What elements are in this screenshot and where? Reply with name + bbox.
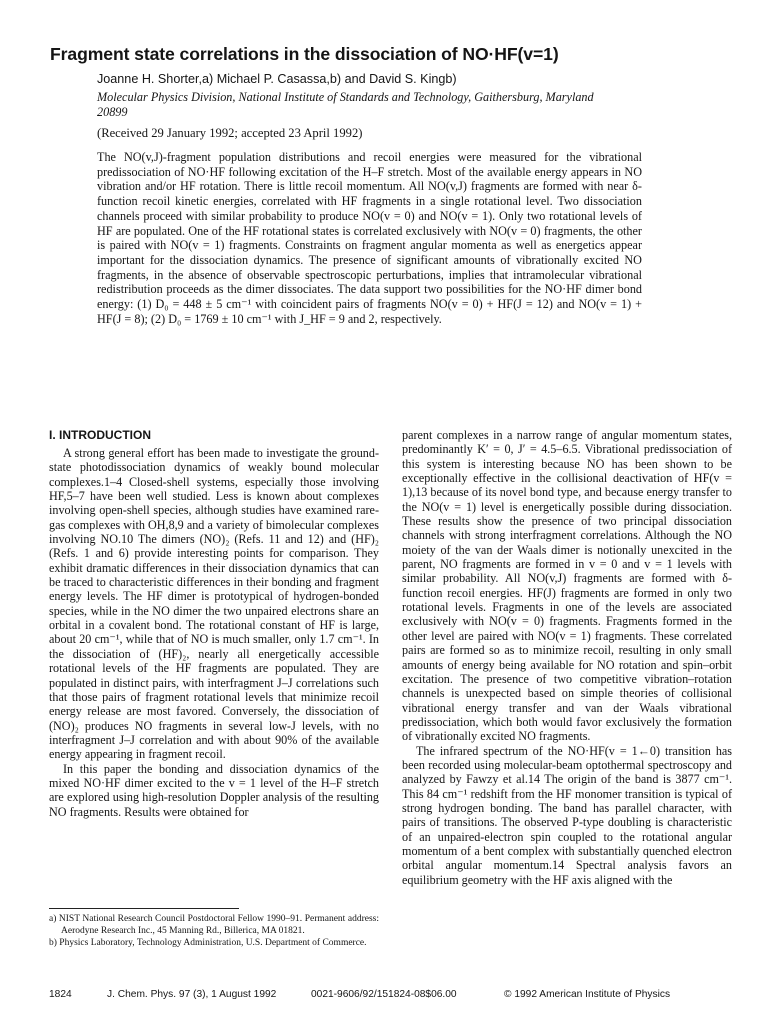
body-paragraph: A strong general effort has been made to investigate the ground-state photodissociation dynamics of weakly bound molecular complexes.1–4 Closed-shell systems, especially those involving HF,5–7 have been well studied. Less is known about complexes involving open-shell species, although studies have examined rare-gas complexes with OH,8,9 and a variety of bimolecular complexes involving NO.10 The dimers (NO)₂ (Refs. 11 and 12) and (HF)₂ (Refs. 1 and 6) provide interesting points for comparison. They exhibit dramatic differences in their dissociation dynamics that can be traced to characteristic differences in their bonding and fragment energy levels. The HF dimer is prototypical of hydrogen-bonded species, while in the NO dimer the two unpaired electrons share an orbital in a covalent bond. The rotational constant of HF is large, about 20 cm⁻¹, while that of NO is much smaller, only 1.7 cm⁻¹. In the dissociation of (HF)₂, nearly all energetically accessible rotational levels of the HF fragments are populated. They are populated in distinct pairs, with interfragment J–J correlations such that those pairs of fragment rotational levels that minimize recoil energy release are most favored. Conversely, the dissociation of (NO)₂ produces NO fragments in several low-J levels, with no interfragment J–J correlation and with about 90% of the available energy appearing in fragment recoil. <box>49 446 379 762</box>
footnote-divider <box>49 908 239 909</box>
affiliation: Molecular Physics Division, National Institute of Standards and Technology, Gaithersburg, Maryland 20899 <box>97 90 594 119</box>
section-heading-introduction: I. INTRODUCTION <box>49 428 151 442</box>
footnote-b: b) Physics Laboratory, Technology Administration, U.S. Department of Commerce. <box>49 938 367 949</box>
author-list: Joanne H. Shorter,a) Michael P. Casassa,b) and David S. Kingb) <box>97 72 457 86</box>
article-code: 0021-9606/92/151824-08$06.00 <box>311 989 457 1000</box>
copyright-notice: © 1992 American Institute of Physics <box>504 989 671 1000</box>
journal-citation: J. Chem. Phys. 97 (3), 1 August 1992 <box>107 989 277 1000</box>
left-column <box>49 428 379 819</box>
page-number: 1824 <box>49 989 72 1000</box>
abstract: The NO(v,J)-fragment population distributions and recoil energies were measured for the vibrational predissociation of NO·HF following excitation of the H–F stretch. Most of the available energy appears in NO vibration and/or HF rotation. There is little recoil momentum. All NO(v,J) fragments are formed with near δ-function recoil kinetic energies, correlated with HF fragments in a single rotational level. Two dissociation channels proceed with similar probability to produce NO(v = 0) and NO(v = 1). Only two rotational levels of HF are populated. One of the HF rotational states is correlated exclusively with NO(v = 0) fragments, the other is paired with NO(v = 1) fragments. Constraints on fragment angular momenta as well as energetics appear important for the dissociation dynamics. The presence of significant amounts of vibrationally excited NO fragments, in the absence of observable spectroscopic perturbations, implies that intramolecular vibrational redistribution proceeds as the dimer dissociates. The data support two possibilities for the NO·HF dimer bond energy: (1) D₀ = 448 ± 5 cm⁻¹ with coincident pairs of fragments NO(v = 0) + HF(J = 12) and NO(v = 1) + HF(J = 8); (2) D₀ = 1769 ± 10 cm⁻¹ with J_HF = 9 and 2, respectively. <box>97 150 642 326</box>
footnotes <box>49 914 379 951</box>
right-column <box>402 428 732 887</box>
footnote-a: a) NIST National Research Council Postdoctoral Fellow 1990–91. Permanent address: Aerodyne Research Inc., 45 Manning Rd., Billerica, MA 01821. <box>49 914 379 936</box>
body-paragraph: The infrared spectrum of the NO·HF(v = 1←0) transition has been recorded using molecular-beam optothermal spectroscopy and analyzed by Fawzy et al.14 The origin of the band is 3877 cm⁻¹. This 84 cm⁻¹ redshift from the HF monomer transition is typical of strong hydrogen bonding. The band has parallel character, with pairs of transitions. The observed P-type doubling is characteristic of an unpaired-electron spin coupled to the rotational angular momentum of a bent complex with substantially quenched electron orbital angular momentum.14 Spectral analysis favors an equilibrium geometry with the HF axis aligned with the <box>402 743 732 887</box>
article-title: Fragment state correlations in the dissociation of NO·HF(v=1) <box>50 44 559 64</box>
body-paragraph: parent complexes in a narrow range of angular momentum states, predominantly K′ = 0, J′ = 4.5–6.5. Vibrational predissociation of this system is interesting because NO has been shown to be exceptionally effective in the collisional deactivation of HF(v = 1),13 because of its novel bond type, and because energy transfer to the NO(v = 1) level is energetically possible during dissociation. These results show the presence of two principal dissociation channels with strong interfragment correlations. Although the NO moiety of the van der Waals dimer is notionally unexcited in the parent, NO fragments are formed in v = 0 and v = 1 levels with similar probability. All NO(v,J) fragments are formed with δ-function recoil energies. HF(J) fragments are formed in only two rotational levels. Fragments in one of the levels are associated exclusively with NO(v = 0) fragments. Fragments formed in the other level are paired with NO(v = 1) fragments. These correlated pairs are formed so as to minimize recoil, resulting in only small amounts of energy being available for NO rotation and spin–orbit excitation. The presence of two competitive vibration–rotation channels is unexpected based on simple theories of collisional vibrational energy transfer and van der Waals vibrational predissociation, which both would favor exclusively the formation of vibrationally excited NO fragments. <box>402 428 732 744</box>
received-dates: (Received 29 January 1992; accepted 23 April 1992) <box>97 126 363 140</box>
body-paragraph: In this paper the bonding and dissociation dynamics of the mixed NO·HF dimer excited to the v = 1 level of the H–F stretch are explored using high-resolution Doppler analysis of the resulting NO fragments. Results were obtained for <box>49 761 379 819</box>
